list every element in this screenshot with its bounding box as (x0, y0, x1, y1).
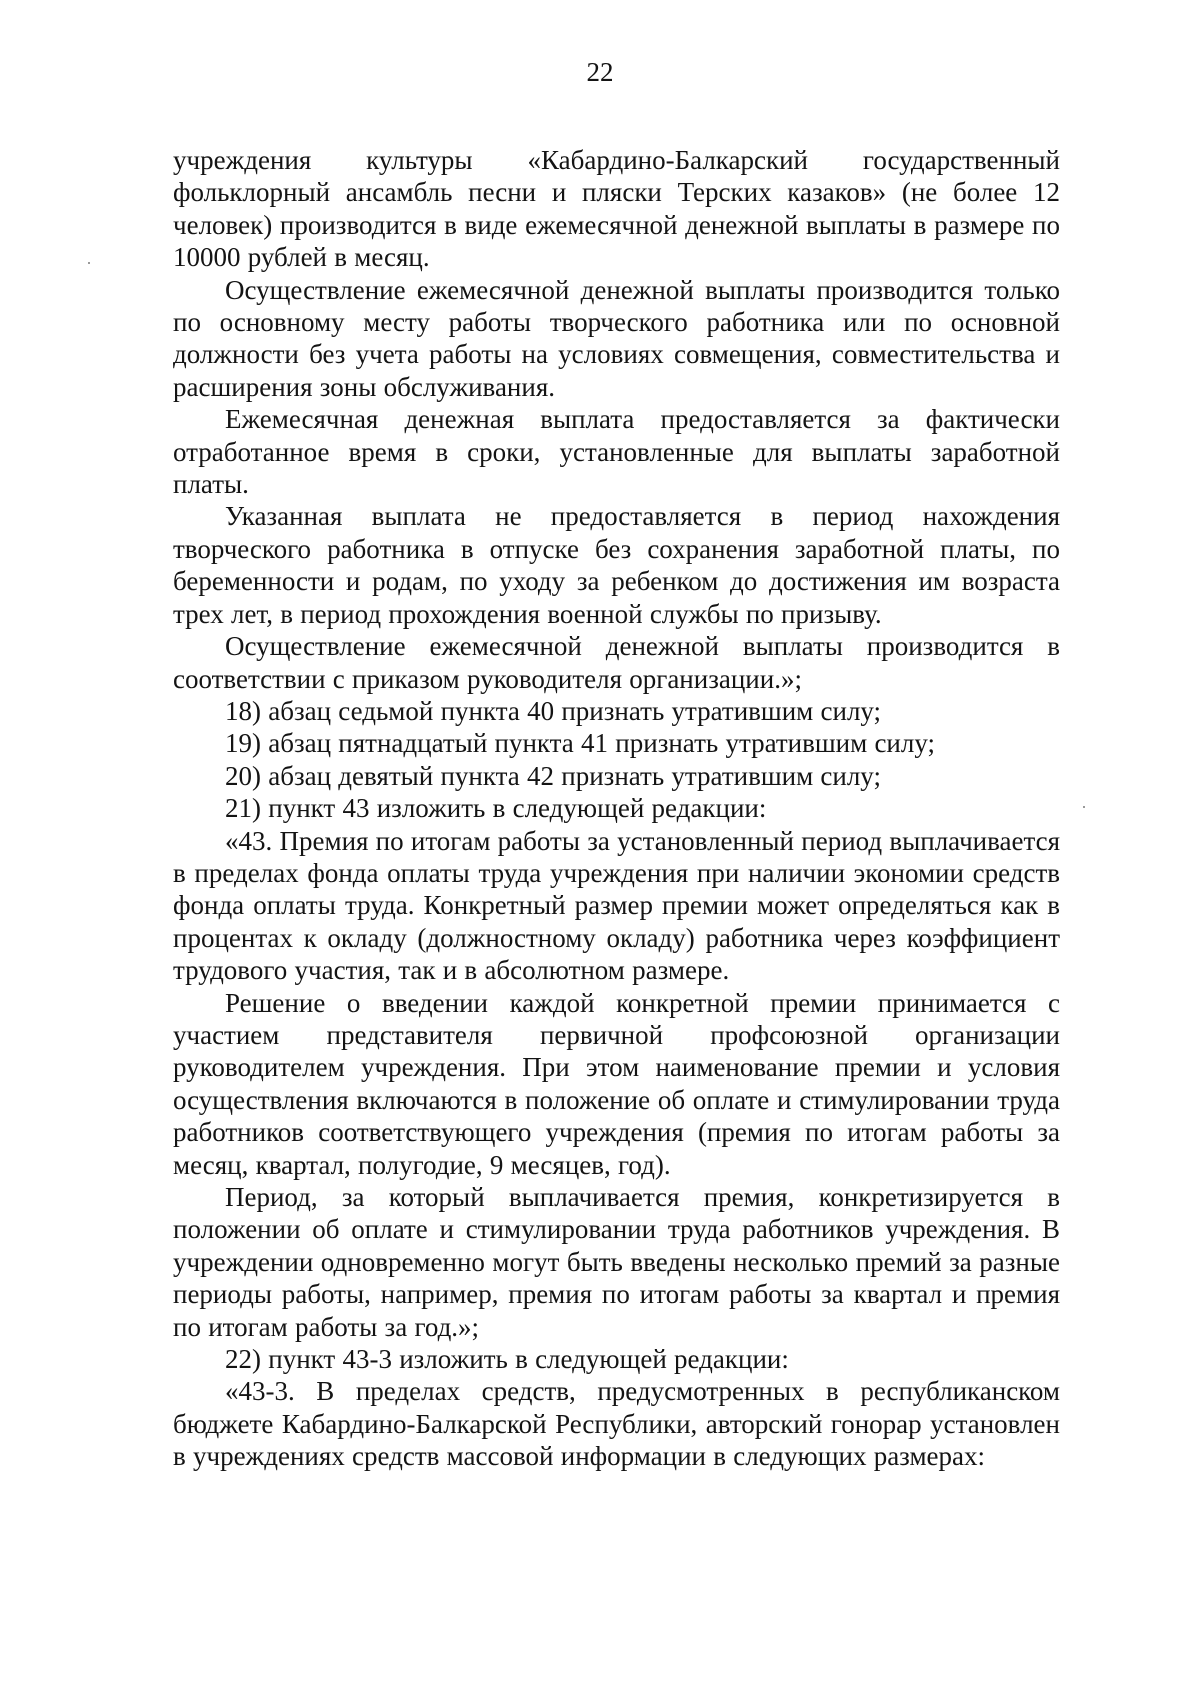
list-item-19: 19) абзац пятнадцатый пункта 41 признать утратившим силу; (225, 728, 935, 759)
scan-speck (1083, 806, 1085, 808)
paragraph-43-decision: Решение о введении каждой конкретной премии принимается с участием представителя первичной профсоюзной организации руководителем учреждения. При этом наименование премии и условия осуществления включаются в положение об оплате и стимулировании труда работников соответствующего учреждения (премия по итогам работы за месяц, квартал, полугодие, 9 месяцев, год). (173, 987, 1060, 1180)
paragraph-5: Осуществление ежемесячной денежной выплаты производится в соответствии с приказом руководителя организации.»; (173, 631, 1060, 694)
paragraph-3: Ежемесячная денежная выплата предоставляется за фактически отработанное время в сроки, установленные для выплаты заработной платы. (173, 404, 1060, 500)
list-item-20: 20) абзац девятый пункта 42 признать утратившим силу; (225, 760, 881, 791)
page-number: 22 (586, 57, 614, 87)
list-item-21: 21) пункт 43 изложить в следующей редакции: (225, 793, 767, 824)
list-item-22: 22) пункт 43-3 изложить в следующей редакции: (225, 1344, 789, 1375)
paragraph-4: Указанная выплата не предоставляется в период нахождения творческого работника в отпуске без сохранения заработной платы, по беременности и родам, по уходу за ребенком до достижения им возраста трех лет, в период прохождения военной службы по призыву. (173, 501, 1060, 629)
paragraph-43: «43. Премия по итогам работы за установленный период выплачивается в пределах фонда оплаты труда учреждения при наличии экономии средств фонда оплаты труда. Конкретный размер премии может определяться как в процентах к окладу (должностному окладу) работника через коэффициент трудового участия, так и в абсолютном размере. (173, 825, 1060, 986)
paragraph-1: учреждения культуры «Кабардино-Балкарский государственный фольклорный ансамбль песни и пляски Терских казаков» (не более 12 человек) производится в виде ежемесячной денежной выплаты в размере по 10000 рублей в месяц. (173, 145, 1060, 273)
paragraph-2: Осуществление ежемесячной денежной выплаты производится только по основному месту работы творческого работника или по основной должности без учета работы на условиях совмещения, совместительства и расширения зоны обслуживания. (173, 274, 1060, 402)
scan-speck (88, 262, 90, 264)
list-item-18: 18) абзац седьмой пункта 40 признать утратившим силу; (225, 695, 882, 726)
paragraph-43-3: «43-3. В пределах средств, предусмотренных в республиканском бюджете Кабардино-Балкарской Республики, авторский гонорар установлен в учреждениях средств массовой информации в следующих размерах: (173, 1376, 1060, 1472)
document-body (173, 144, 1060, 1473)
paragraph-43-period: Период, за который выплачивается премия, конкретизируется в положении об оплате и стимулировании труда работников учреждения. В учреждении одновременно могут быть введены несколько премий за разные периоды работы, например, премия по итогам работы за квартал и премия по итогам работы за год.»; (173, 1182, 1060, 1342)
